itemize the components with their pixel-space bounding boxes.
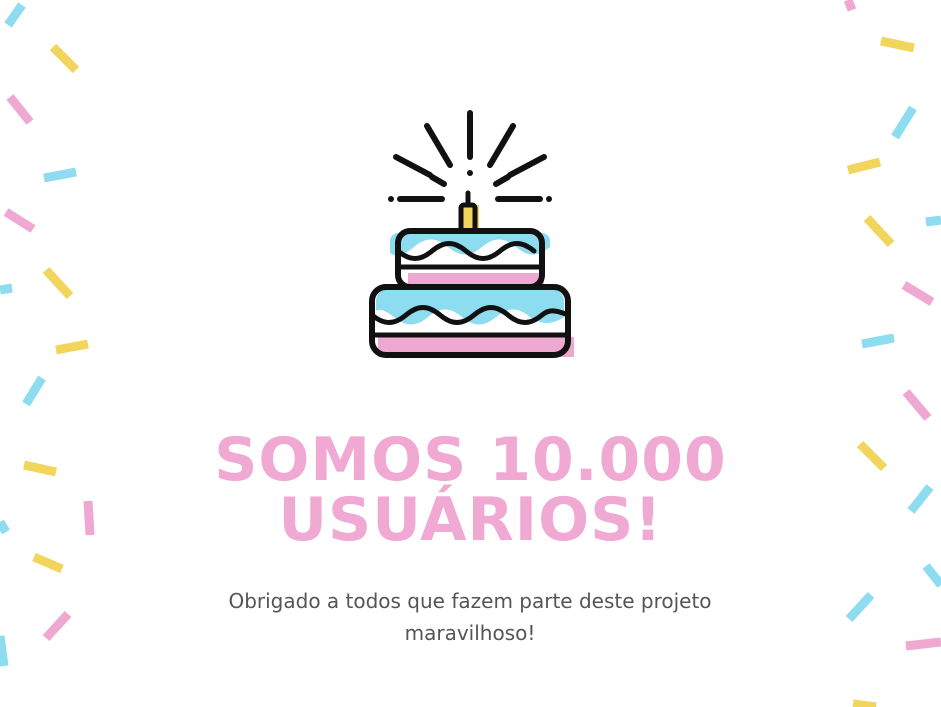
headline-line-2: USUÁRIOS! <box>278 485 663 555</box>
headline <box>0 425 941 555</box>
subtitle <box>190 585 750 649</box>
headline-line-1: SOMOS 10.000 <box>214 425 727 495</box>
birthday-cake-icon <box>360 105 580 365</box>
subtitle-line-2: maravilhoso! <box>404 621 536 645</box>
subtitle-line-1: Obrigado a todos que fazem parte deste projeto <box>228 589 712 613</box>
